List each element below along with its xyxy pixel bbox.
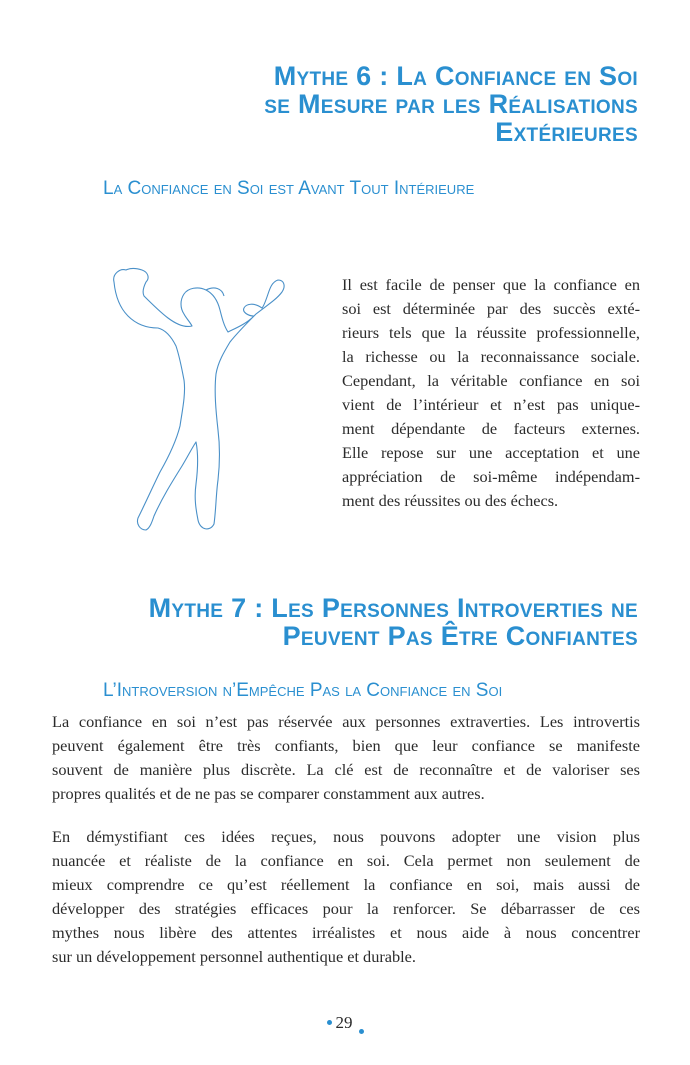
page-number xyxy=(0,1013,690,1033)
text-line: La confiance en soi n’est pas réservée aux personnes extraverties. Les introvertis xyxy=(52,712,640,731)
title-line: Mythe 6 : La Confiance en Soi xyxy=(273,61,638,91)
text-line: nuancée et réaliste de la confiance en soi. Cela permet non seulement de xyxy=(52,851,640,870)
bullet-dot-icon xyxy=(327,1020,332,1025)
myth-6-title xyxy=(264,62,638,146)
text-line: mythes nous libère des attentes irréalistes et nous aide à nous concentrer xyxy=(52,923,640,942)
text-line: Elle repose sur une acceptation et une xyxy=(342,443,640,462)
text-line: vient de l’intérieur et n’est pas unique- xyxy=(342,395,640,414)
text-line: rieurs tels que la réussite professionnelle, xyxy=(342,323,640,342)
text-line: la richesse ou la reconnaissance sociale. xyxy=(342,347,640,366)
title-line: Extérieures xyxy=(495,117,638,147)
text-line: propres qualités et de ne pas se comparer constamment aux autres. xyxy=(52,784,485,803)
myth-6-subtitle: La Confiance en Soi est Avant Tout Intérieure xyxy=(103,178,475,199)
text-line: sur un développement personnel authentique et durable. xyxy=(52,947,416,966)
myth-6-paragraph xyxy=(342,273,640,513)
text-line: appréciation de soi-même indépendam- xyxy=(342,467,640,486)
title-line: se Mesure par les Réalisations xyxy=(264,89,638,119)
flexing-person-outline-icon xyxy=(106,262,300,538)
text-line: mieux comprendre ce qu’est réellement la confiance en soi, mais aussi de xyxy=(52,875,640,894)
bullet-dot-icon xyxy=(359,1029,364,1034)
text-line: ment des réussites ou des échecs. xyxy=(342,491,559,510)
conclusion-paragraph xyxy=(52,825,640,969)
page-number-value: 29 xyxy=(335,1013,353,1032)
title-line: Peuvent Pas Être Confiantes xyxy=(282,621,638,651)
myth-7-subtitle: L’Introversion n’Empêche Pas la Confiance en Soi xyxy=(103,680,503,701)
text-line: développer des stratégies efficaces pour la renforcer. Se débarrasser de ces xyxy=(52,899,640,918)
text-line: souvent de manière plus discrète. La clé est de reconnaître et de valoriser ses xyxy=(52,760,640,779)
text-line: peuvent également être très confiants, bien que leur confiance se manifeste xyxy=(52,736,640,755)
myth-7-paragraph xyxy=(52,710,640,806)
text-line: Cependant, la véritable confiance en soi xyxy=(342,371,640,390)
text-line: ment dépendante de facteurs externes. xyxy=(342,419,640,438)
title-line: Mythe 7 : Les Personnes Introverties ne xyxy=(148,593,638,623)
myth-7-title xyxy=(149,594,638,650)
text-line: Il est facile de penser que la confiance en xyxy=(342,275,640,294)
text-line: soi est déterminée par des succès exté- xyxy=(342,299,640,318)
text-line: En démystifiant ces idées reçues, nous pouvons adopter une vision plus xyxy=(52,827,640,846)
